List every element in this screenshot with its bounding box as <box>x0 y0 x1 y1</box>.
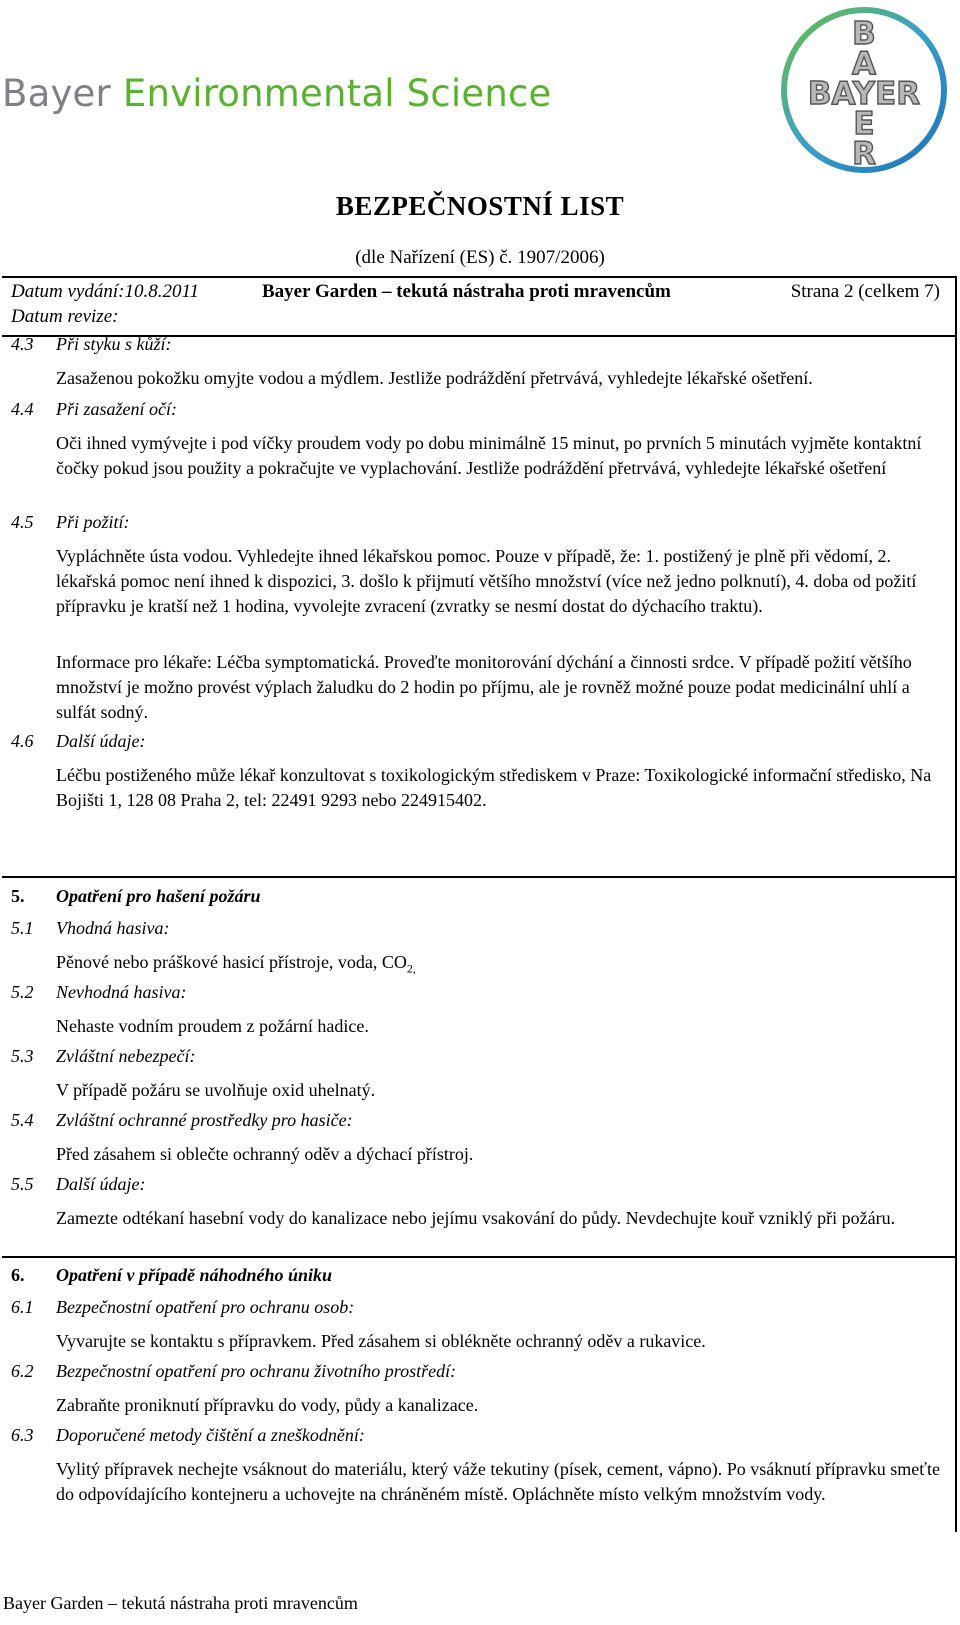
item-text: Vypláchněte ústa vodou. Vyhledejte ihned lékařskou pomoc. Pouze v případě, že: 1. postižený je plně při vědomí, 2. lékařská pomoc není ihned k dispozici, 3. došlo k přijmutí většího množství (více než jedno polknutí), 4. doba od požití přípravku je kratší než 1 hodina, vyvolejte zvracení (zvratky se nesmí dostat do dýchacího traktu). <box>56 546 917 616</box>
item-number: 6.2 <box>11 1361 34 1381</box>
right-border <box>955 1258 957 1532</box>
product-name: Bayer Garden – tekutá nástraha proti mravencům <box>262 281 671 302</box>
item-label: Další údaje: <box>56 731 146 751</box>
item-label: Bezpečnostní opatření pro ochranu osob: <box>56 1297 355 1317</box>
svg-text:E: E <box>853 106 875 142</box>
item-label: Další údaje: <box>56 1174 146 1194</box>
item-number: 5.1 <box>11 918 34 938</box>
regulation-subtitle: (dle Nařízení (ES) č. 1907/2006) <box>355 247 605 268</box>
right-border <box>955 337 957 878</box>
svg-text:R: R <box>852 136 876 172</box>
item-text: Zasaženou pokožku omyjte vodou a mýdlem. Jestliže podráždění přetrvává, vyhledejte lékařské ošetření. <box>56 368 813 388</box>
brand-part2: Environmental Science <box>122 72 552 115</box>
item-text: Zamezte odtékaní hasební vody do kanalizace nebo jejímu vsakování do půdy. Nevdechujte kouř vzniklý při požáru. <box>56 1208 896 1228</box>
item-number: 6.1 <box>11 1297 34 1317</box>
section-number: 6. <box>11 1265 25 1285</box>
section-divider <box>2 1256 957 1258</box>
section-divider <box>2 876 957 878</box>
item-text: Před zásahem si oblečte ochranný oděv a dýchací přístroj. <box>56 1144 474 1164</box>
brand-part1: Bayer <box>2 72 111 115</box>
item-text: Zabraňte proniknutí přípravku do vody, půdy a kanalizace. <box>56 1395 479 1415</box>
item-label: Zvláštní nebezpečí: <box>56 1046 196 1066</box>
item-label: Bezpečnostní opatření pro ochranu životního prostředí: <box>56 1361 457 1381</box>
item-text: Informace pro lékaře: Léčba symptomatická. Proveďte monitorování dýchání a činnosti srdce. V případě požití většího množství je možno provést výplach žaludku do 2 hodin po příjmu, ale je rovněž možné pouze podat medicinální uhlí a sulfát sodný. <box>56 652 912 722</box>
item-label: Vhodná hasiva: <box>56 918 170 938</box>
item-number: 4.5 <box>11 512 34 532</box>
item-text: Vylitý přípravek nechejte vsáknout do materiálu, který váže tekutiny (písek, cement, vápno). Po vsáknutí přípravku smeťte do odpovídajícího kontejneru a uchovejte na chráněném místě. Opláchněte místo velkým množstvím vody. <box>56 1459 940 1504</box>
item-label: Při styku s kůží: <box>56 334 172 354</box>
issue-date: Datum vydání:10.8.2011 <box>11 281 200 302</box>
bayer-cross-logo <box>778 4 950 176</box>
revision-date: Datum revize: <box>11 306 119 327</box>
svg-text:BAYER: BAYER <box>807 76 921 112</box>
section-number: 5. <box>11 886 25 906</box>
item-label: Doporučené metody čištění a zneškodnění: <box>56 1425 365 1445</box>
item-number: 5.2 <box>11 982 34 1002</box>
item-text: Léčbu postiženého může lékař konzultovat s toxikologickým střediskem v Praze: Toxikologické informační středisko, Na Bojišti 1, 128 08 Praha 2, tel: 22491 9293 nebo 224915402. <box>56 765 932 810</box>
item-number: 4.4 <box>11 399 34 419</box>
item-number: 5.4 <box>11 1110 34 1130</box>
right-border <box>955 878 957 1258</box>
item-text: Pěnové nebo práškové hasicí přístroje, voda, $CO_{2,}$ <box>56 952 416 976</box>
item-label: Nevhodná hasiva: <box>56 982 187 1002</box>
page-title: BEZPEČNOSTNÍ LIST <box>335 191 625 221</box>
section-title: Opatření v případě náhodného úniku <box>56 1265 333 1285</box>
brand-name <box>2 72 552 115</box>
footer-product: Bayer Garden – tekutá nástraha proti mravencům <box>3 1593 358 1613</box>
item-label: Při zasažení očí: <box>56 399 177 419</box>
item-number: 4.6 <box>11 731 34 751</box>
item-label: Při požití: <box>56 512 130 532</box>
item-label: Zvláštní ochranné prostředky pro hasiče: <box>56 1110 353 1130</box>
item-number: 4.3 <box>11 334 34 354</box>
section-title: Opatření pro hašení požáru <box>56 886 261 906</box>
svg-text:B: B <box>852 16 876 52</box>
svg-text:A: A <box>852 46 876 82</box>
item-number: 5.3 <box>11 1046 34 1066</box>
page-number: Strana 2 (celkem 7) <box>790 281 940 302</box>
item-text: Nehaste vodním proudem z požární hadice. <box>56 1016 369 1036</box>
item-number: 6.3 <box>11 1425 34 1445</box>
item-text: Vyvarujte se kontaktu s přípravkem. Před zásahem si oblékněte ochranný oděv a rukavice. <box>56 1331 706 1351</box>
item-text: V případě požáru se uvolňuje oxid uhelnatý. <box>56 1080 376 1100</box>
item-number: 5.5 <box>11 1174 34 1194</box>
item-text: Oči ihned vymývejte i pod víčky proudem vody po dobu minimálně 15 minut, po prvních 5 minutách vyjměte kontaktní čočky pokud jsou použity a pokračujte ve vyplachování. Jestliže podráždění přetrvává, vyhledejte lékařské ošetření <box>56 433 922 478</box>
